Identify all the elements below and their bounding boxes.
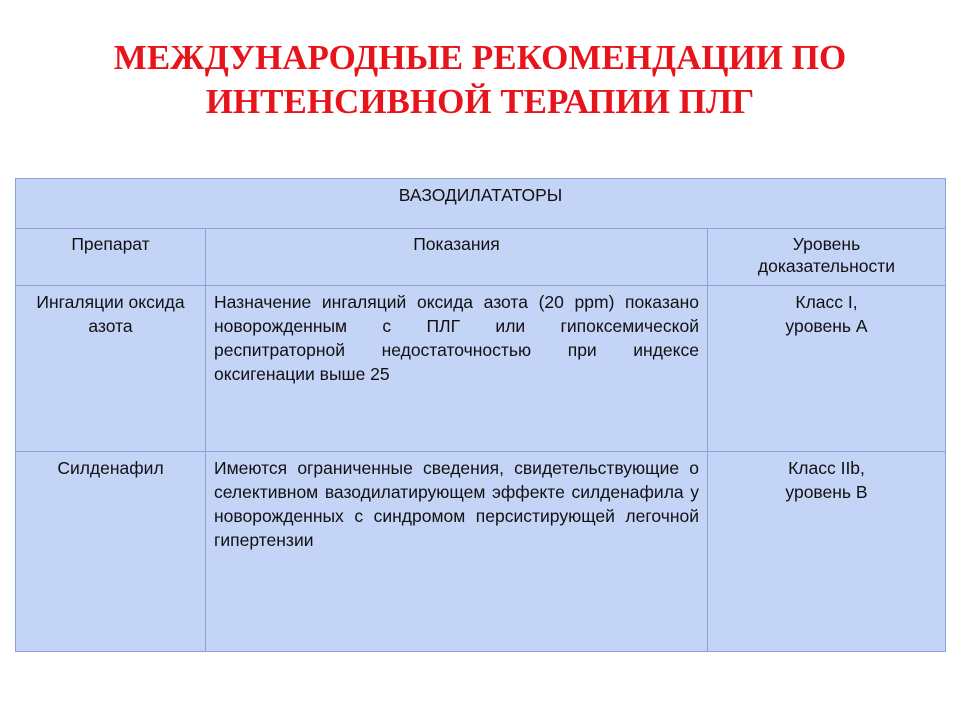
recommendations-table [15,178,946,652]
indication-cell: Имеются ограниченные сведения, свидетельствующие о селективном вазодилатирующем эффекте силденафила у новорожденных с синдромом персистирующей легочной гипертензии [206,452,708,652]
evidence-level: уровень В [785,482,868,502]
column-header-evidence [708,229,946,286]
evidence-cell [708,286,946,452]
title-line-1: МЕЖДУНАРОДНЫЕ РЕКОМЕНДАЦИИ ПО [113,38,847,77]
table-row [16,452,946,652]
section-header: ВАЗОДИЛАТАТОРЫ [16,179,946,229]
evidence-cell [708,452,946,652]
drug-cell: Силденафил [16,452,206,652]
section-header-row [16,179,946,229]
evidence-class: Класс IIb, [788,458,865,478]
evidence-header-line-1: Уровень [792,234,861,254]
column-header-indication: Показания [206,229,708,286]
column-header-row [16,229,946,286]
evidence-level: уровень А [785,316,868,336]
page-title [40,36,920,124]
title-line-2: ИНТЕНСИВНОЙ ТЕРАПИИ ПЛГ [205,82,755,121]
evidence-class: Класс I, [795,292,858,312]
drug-cell: Ингаляции оксида азота [16,286,206,452]
column-header-drug: Препарат [16,229,206,286]
evidence-header-line-2: доказательности [757,256,896,276]
table-row [16,286,946,452]
indication-cell: Назначение ингаляций оксида азота (20 ppm) показано новорожденным с ПЛГ или гипоксемической респитраторной недостаточностью при индексе оксигенации выше 25 [206,286,708,452]
